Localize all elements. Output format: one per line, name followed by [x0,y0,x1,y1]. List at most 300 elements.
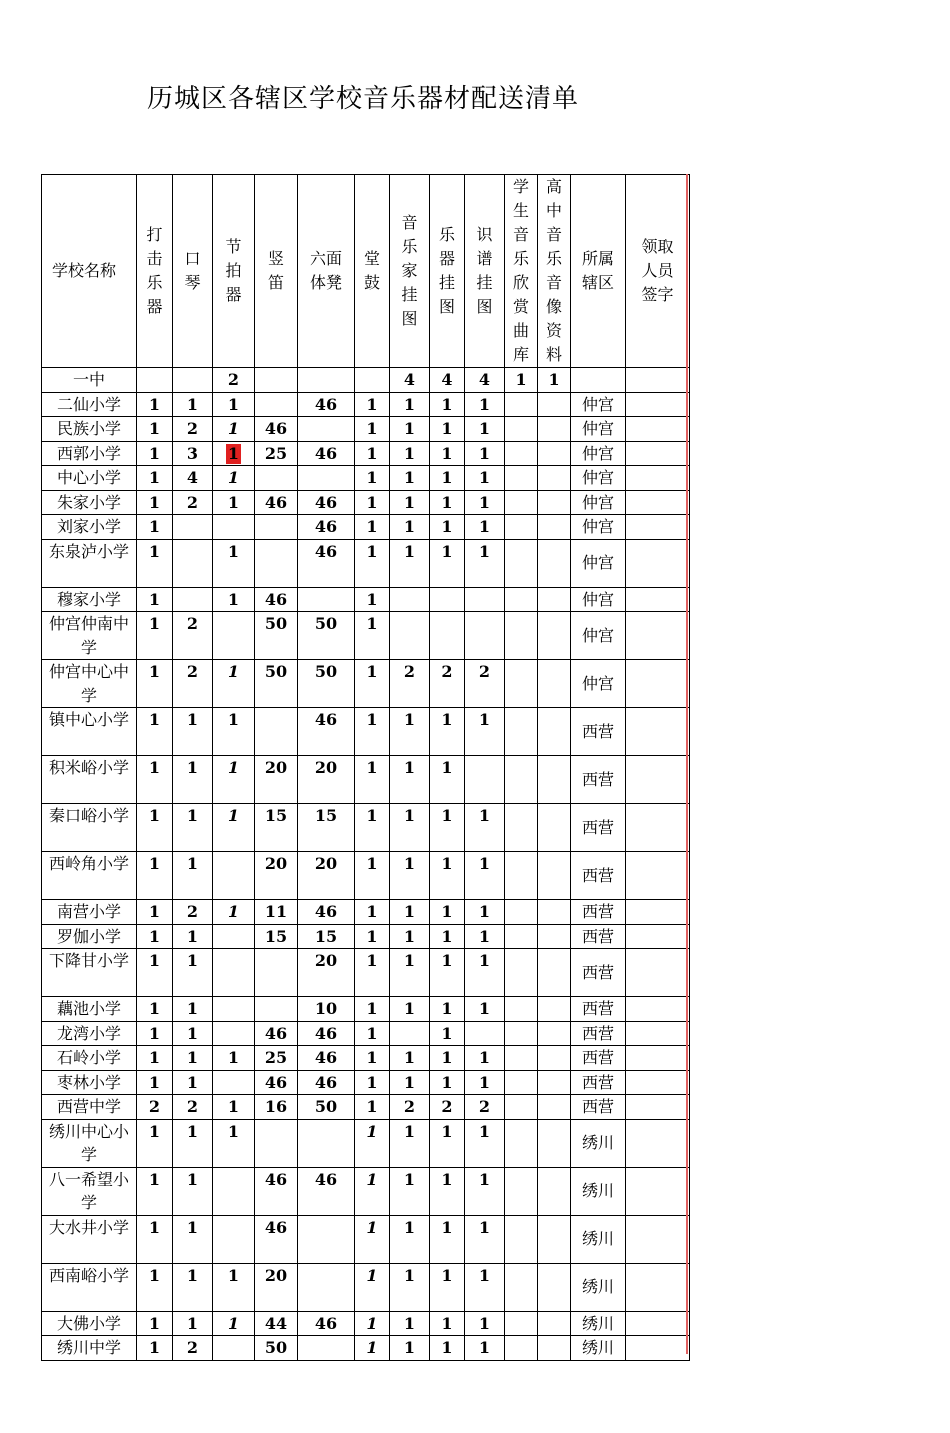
district-cell: 西营 [571,997,626,1022]
header-notation-chart: 识谱挂图 [465,175,505,368]
value-cell: 44 [255,1311,298,1336]
table-row [42,804,690,852]
table-row [42,900,690,925]
value-cell: 1 [213,539,255,587]
district-cell: 绣川 [571,1167,626,1215]
value-cell [430,587,465,612]
signature-cell[interactable] [626,660,690,708]
header-school-name: 学校名称 [42,175,137,368]
value-cell: 46 [255,1215,298,1263]
value-cell: 1 [465,1311,505,1336]
header-av-materials: 高中音乐音像资料 [538,175,571,368]
school-name-cell: 二仙小学 [42,392,137,417]
value-cell [505,1119,538,1167]
value-cell: 11 [255,900,298,925]
district-cell: 西营 [571,949,626,997]
value-cell: 1 [465,392,505,417]
value-cell [505,804,538,852]
value-cell: 1 [430,539,465,587]
signature-cell[interactable] [626,852,690,900]
school-name-cell: 东泉泸小学 [42,539,137,587]
value-cell: 1 [465,804,505,852]
value-cell [505,539,538,587]
value-cell: 1 [430,1046,465,1071]
signature-cell[interactable] [626,1046,690,1071]
value-cell: 1 [390,1215,430,1263]
signature-cell[interactable] [626,612,690,660]
value-cell: 1 [355,1215,390,1263]
value-cell: 1 [213,1119,255,1167]
value-cell: 1 [430,466,465,491]
value-cell: 1 [137,924,173,949]
school-name-cell: 穆家小学 [42,587,137,612]
signature-cell[interactable] [626,804,690,852]
value-cell [505,997,538,1022]
value-cell [390,1021,430,1046]
value-cell: 46 [255,490,298,515]
table-row [42,1336,690,1361]
value-cell: 1 [465,539,505,587]
value-cell: 1 [430,804,465,852]
value-cell: 1 [390,1167,430,1215]
value-cell: 1 [465,1119,505,1167]
value-cell [538,804,571,852]
table-row [42,587,690,612]
value-cell [505,612,538,660]
value-cell [505,1336,538,1361]
value-cell: 1 [430,1263,465,1311]
value-cell: 1 [213,466,255,491]
school-name-cell: 西郭小学 [42,441,137,466]
value-cell [213,1167,255,1215]
value-cell [505,756,538,804]
value-cell [298,466,355,491]
signature-cell[interactable] [626,417,690,442]
value-cell: 1 [355,392,390,417]
value-cell: 20 [255,852,298,900]
value-cell: 2 [173,490,213,515]
school-name-cell: 罗伽小学 [42,924,137,949]
value-cell: 1 [390,1070,430,1095]
district-cell: 西营 [571,900,626,925]
value-cell [538,1311,571,1336]
value-cell: 1 [355,515,390,540]
value-cell [505,708,538,756]
table-row [42,708,690,756]
value-cell: 1 [390,900,430,925]
value-cell: 1 [355,490,390,515]
signature-cell[interactable] [626,1215,690,1263]
school-name-cell: 藕池小学 [42,997,137,1022]
value-cell: 1 [355,660,390,708]
value-cell: 2 [173,1095,213,1120]
value-cell: 1 [137,441,173,466]
value-cell [538,949,571,997]
signature-cell[interactable] [626,1167,690,1215]
value-cell [538,997,571,1022]
value-cell [538,612,571,660]
page-boundary-line [686,174,688,1354]
signature-cell[interactable] [626,587,690,612]
district-cell: 绣川 [571,1119,626,1167]
highlighted-value: 1 [227,443,240,463]
value-cell [505,392,538,417]
value-cell: 1 [390,997,430,1022]
value-cell [255,997,298,1022]
value-cell [255,392,298,417]
value-cell: 1 [137,466,173,491]
signature-cell[interactable] [626,1311,690,1336]
value-cell [505,852,538,900]
value-cell: 1 [173,1311,213,1336]
value-cell: 16 [255,1095,298,1120]
value-cell: 1 [213,660,255,708]
district-cell: 西营 [571,756,626,804]
value-cell: 1 [173,924,213,949]
signature-cell[interactable] [626,392,690,417]
value-cell: 15 [298,924,355,949]
value-cell: 1 [173,1070,213,1095]
header-harmonica: 口琴 [173,175,213,368]
value-cell [255,708,298,756]
signature-cell[interactable] [626,539,690,587]
district-cell: 仲宫 [571,612,626,660]
signature-cell[interactable] [626,1336,690,1361]
value-cell: 1 [355,949,390,997]
value-cell: 2 [465,660,505,708]
value-cell: 1 [430,392,465,417]
district-cell [571,368,626,393]
value-cell [505,1095,538,1120]
value-cell: 50 [255,660,298,708]
table-row [42,1095,690,1120]
signature-cell[interactable] [626,756,690,804]
value-cell: 1 [355,1070,390,1095]
value-cell: 1 [430,708,465,756]
district-cell: 仲宫 [571,515,626,540]
school-name-cell: 一中 [42,368,137,393]
value-cell [213,1070,255,1095]
value-cell [505,949,538,997]
school-name-cell: 中心小学 [42,466,137,491]
signature-cell[interactable] [626,924,690,949]
header-recorder: 竖笛 [255,175,298,368]
signature-cell[interactable] [626,1119,690,1167]
value-cell: 46 [298,708,355,756]
school-name-cell: 刘家小学 [42,515,137,540]
value-cell: 2 [173,660,213,708]
value-cell [298,1215,355,1263]
value-cell [538,441,571,466]
value-cell: 1 [355,1021,390,1046]
school-name-cell: 南营小学 [42,900,137,925]
value-cell: 46 [255,1070,298,1095]
value-cell: 46 [298,900,355,925]
school-name-cell: 镇中心小学 [42,708,137,756]
value-cell: 1 [355,997,390,1022]
header-metronome: 节拍器 [213,175,255,368]
value-cell: 46 [298,392,355,417]
value-cell: 2 [390,1095,430,1120]
value-cell: 1 [137,1336,173,1361]
value-cell [505,1070,538,1095]
value-cell [465,587,505,612]
value-cell [465,756,505,804]
header-row [42,175,690,368]
value-cell: 1 [465,708,505,756]
value-cell: 1 [137,612,173,660]
value-cell: 1 [390,539,430,587]
header-music-library: 学生音乐欣赏曲库 [505,175,538,368]
signature-cell[interactable] [626,900,690,925]
table-row [42,949,690,997]
value-cell [538,490,571,515]
value-cell: 1 [213,1263,255,1311]
value-cell: 1 [390,490,430,515]
value-cell: 1 [355,900,390,925]
value-cell [505,1167,538,1215]
value-cell: 2 [213,368,255,393]
value-cell [538,708,571,756]
value-cell: 2 [465,1095,505,1120]
value-cell [255,466,298,491]
value-cell [538,660,571,708]
school-name-cell: 西营中学 [42,1095,137,1120]
table-row [42,997,690,1022]
value-cell: 46 [255,417,298,442]
value-cell: 1 [465,490,505,515]
value-cell: 1 [355,1046,390,1071]
value-cell: 1 [465,997,505,1022]
value-cell [538,1095,571,1120]
value-cell: 1 [430,949,465,997]
school-name-cell: 绣川中学 [42,1336,137,1361]
value-cell: 1 [355,756,390,804]
value-cell: 1 [390,708,430,756]
value-cell: 1 [137,949,173,997]
value-cell [538,900,571,925]
school-name-cell: 龙湾小学 [42,1021,137,1046]
value-cell: 46 [298,1311,355,1336]
value-cell: 1 [465,900,505,925]
district-cell: 西营 [571,924,626,949]
value-cell: 1 [390,1263,430,1311]
signature-cell[interactable] [626,1095,690,1120]
value-cell: 1 [137,1021,173,1046]
value-cell [505,587,538,612]
value-cell: 1 [355,1311,390,1336]
value-cell: 1 [355,1095,390,1120]
table-row [42,1119,690,1167]
value-cell: 50 [298,612,355,660]
value-cell [465,612,505,660]
value-cell: 4 [390,368,430,393]
header-hexagon-stool: 六面体凳 [298,175,355,368]
value-cell: 1 [465,852,505,900]
value-cell: 2 [173,1336,213,1361]
value-cell: 46 [298,490,355,515]
school-name-cell: 下降甘小学 [42,949,137,997]
value-cell: 1 [355,852,390,900]
value-cell [505,1263,538,1311]
value-cell: 1 [390,756,430,804]
district-cell: 仲宫 [571,660,626,708]
district-cell: 西营 [571,1021,626,1046]
value-cell: 50 [298,1095,355,1120]
value-cell: 4 [465,368,505,393]
value-cell [538,539,571,587]
value-cell: 10 [298,997,355,1022]
signature-cell[interactable] [626,1021,690,1046]
signature-cell[interactable] [626,490,690,515]
district-cell: 仲宫 [571,392,626,417]
value-cell: 20 [298,852,355,900]
table-row [42,392,690,417]
value-cell: 1 [355,708,390,756]
value-cell [538,1336,571,1361]
value-cell: 1 [137,1119,173,1167]
value-cell: 1 [465,924,505,949]
signature-cell[interactable] [626,441,690,466]
value-cell: 1 [465,466,505,491]
value-cell [213,924,255,949]
header-signature: 领取人员签字 [626,175,690,368]
value-cell: 1 [173,1263,213,1311]
value-cell: 25 [255,1046,298,1071]
value-cell: 1 [137,392,173,417]
value-cell: 2 [173,417,213,442]
value-cell: 1 [137,1311,173,1336]
value-cell: 2 [173,900,213,925]
school-name-cell: 仲宫仲南中学 [42,612,137,660]
value-cell: 1 [173,756,213,804]
value-cell: 1 [505,368,538,393]
value-cell: 1 [465,949,505,997]
value-cell: 20 [298,949,355,997]
value-cell: 1 [213,417,255,442]
table-row [42,1046,690,1071]
value-cell [430,612,465,660]
table-row [42,466,690,491]
school-name-cell: 石岭小学 [42,1046,137,1071]
value-cell [505,1021,538,1046]
header-hall-drum: 堂鼓 [355,175,390,368]
value-cell [298,1263,355,1311]
value-cell [298,1119,355,1167]
value-cell: 1 [430,852,465,900]
value-cell: 1 [137,1070,173,1095]
value-cell: 1 [390,417,430,442]
signature-cell[interactable] [626,466,690,491]
page-title: 历城区各辖区学校音乐器材配送清单 [147,84,580,114]
value-cell: 1 [430,490,465,515]
value-cell: 1 [355,1336,390,1361]
value-cell: 1 [213,587,255,612]
value-cell: 20 [255,1263,298,1311]
value-cell: 1 [430,1215,465,1263]
value-cell: 15 [298,804,355,852]
school-name-cell: 仲宫中心中学 [42,660,137,708]
table-row [42,1167,690,1215]
value-cell [538,1167,571,1215]
value-cell: 1 [538,368,571,393]
district-cell: 西营 [571,708,626,756]
value-cell: 1 [390,852,430,900]
value-cell: 1 [213,490,255,515]
value-cell: 46 [298,1046,355,1071]
value-cell: 50 [255,612,298,660]
district-cell: 西营 [571,804,626,852]
school-name-cell: 积米峪小学 [42,756,137,804]
value-cell [213,1336,255,1361]
value-cell: 1 [390,392,430,417]
signature-cell[interactable] [626,949,690,997]
value-cell [173,515,213,540]
signature-cell[interactable] [626,368,690,393]
district-cell: 绣川 [571,1263,626,1311]
signature-cell[interactable] [626,708,690,756]
signature-cell[interactable] [626,515,690,540]
value-cell: 1 [213,708,255,756]
value-cell: 1 [137,997,173,1022]
value-cell [137,368,173,393]
value-cell [173,539,213,587]
table-row [42,1311,690,1336]
value-cell: 1 [173,1167,213,1215]
table-row [42,515,690,540]
value-cell [390,587,430,612]
value-cell: 1 [390,1119,430,1167]
value-cell: 1 [173,949,213,997]
signature-cell[interactable] [626,997,690,1022]
value-cell: 15 [255,804,298,852]
header-district: 所属辖区 [571,175,626,368]
value-cell [213,515,255,540]
value-cell [255,515,298,540]
school-name-cell: 八一希望小学 [42,1167,137,1215]
value-cell: 1 [355,539,390,587]
header-musician-chart: 音乐家挂图 [390,175,430,368]
value-cell: 46 [255,587,298,612]
value-cell: 2 [173,612,213,660]
district-cell: 仲宫 [571,490,626,515]
value-cell: 1 [390,466,430,491]
value-cell: 1 [430,1119,465,1167]
value-cell: 1 [137,660,173,708]
value-cell: 1 [137,900,173,925]
value-cell [538,587,571,612]
value-cell: 1 [465,515,505,540]
value-cell [298,417,355,442]
value-cell: 1 [173,708,213,756]
table-row [42,539,690,587]
value-cell: 1 [390,515,430,540]
value-cell: 46 [298,515,355,540]
value-cell: 1 [137,1263,173,1311]
value-cell: 1 [173,997,213,1022]
table-row [42,756,690,804]
district-cell: 仲宫 [571,441,626,466]
value-cell [505,515,538,540]
district-cell: 绣川 [571,1215,626,1263]
value-cell: 46 [298,1070,355,1095]
signature-cell[interactable] [626,1070,690,1095]
value-cell: 50 [255,1336,298,1361]
value-cell [538,392,571,417]
signature-cell[interactable] [626,1263,690,1311]
table-row [42,490,690,515]
value-cell [538,1215,571,1263]
